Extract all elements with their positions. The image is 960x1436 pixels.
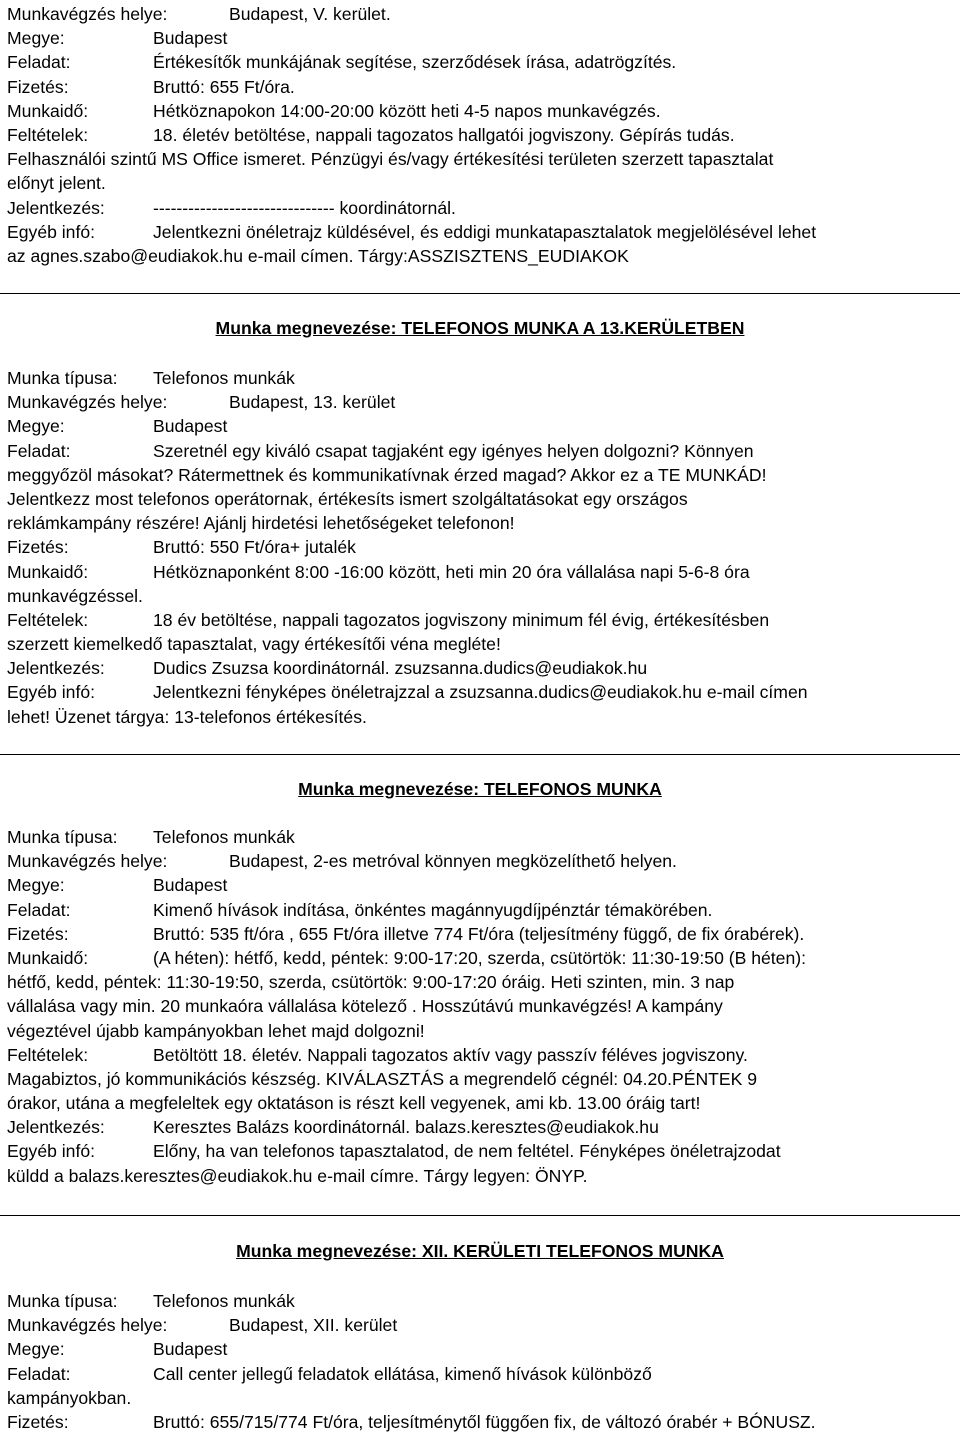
hours-value: (A héten): hétfő, kedd, péntek: 9:00-17:20, szerda, csütörtök: 11:30-19:50 (B héten):	[153, 947, 807, 968]
requirements-label: Feltételek:	[7, 1044, 89, 1065]
county-label: Megye:	[7, 416, 65, 437]
hours-label: Munkaidő:	[7, 947, 89, 968]
apply-value: Keresztes Balázs koordinátornál. balazs.keresztes@eudiakok.hu	[153, 1117, 659, 1138]
job-type-label: Munka típusa:	[7, 368, 118, 388]
requirements-label: Feltételek:	[7, 124, 89, 145]
pay-row	[7, 535, 953, 559]
job-listing-xii	[7, 1289, 953, 1434]
hours-value: Hétköznapokon 14:00-20:00 között heti 4-5 napos munkavégzés.	[153, 100, 661, 121]
top-listing	[7, 2, 953, 268]
requirements-value: 18. életév betöltése, nappali tagozatos hallgatói jogviszony. Gépírás tudás.	[153, 124, 735, 145]
hours-label: Munkaidő:	[7, 561, 89, 582]
workplace-value: Budapest, V. kerület.	[229, 4, 391, 24]
county-label: Megye:	[7, 1339, 65, 1360]
task-cont: meggyőzöl másokat? Rátermettnek és kommunikatívnak érzed magad? Akkor ez a TE MUNKÁD!	[7, 464, 767, 485]
task-cont: reklámkampány részére! Ajánlj hirdetési lehetőségeket telefonon!	[7, 513, 515, 534]
county-row	[7, 1337, 953, 1361]
job-type-value: Telefonos munkák	[153, 368, 295, 388]
job-type-label: Munka típusa:	[7, 827, 118, 847]
other-info-label: Egyéb infó:	[7, 1141, 96, 1162]
workplace-row	[7, 390, 953, 414]
other-info-row	[7, 680, 953, 704]
job-listing-telefonos	[7, 825, 953, 1188]
requirements-row	[7, 123, 953, 147]
county-label: Megye:	[7, 875, 65, 896]
job-type-row	[7, 825, 953, 849]
task-cont: kampányokban.	[7, 1387, 132, 1408]
apply-row	[7, 1115, 953, 1139]
task-row	[7, 439, 953, 463]
requirements-cont: Felhasználói szintű MS Office ismeret. Pénzügyi és/vagy értékesítési területen szerzett tapasztalat	[7, 149, 774, 170]
workplace-label: Munkavégzés helye:	[7, 392, 168, 413]
requirements-value: Betöltött 18. életév. Nappali tagozatos aktív vagy passzív féléves jogviszony.	[153, 1044, 748, 1065]
requirements-cont: Magabiztos, jó kommunikációs készség. KIVÁLASZTÁS a megrendelő cégnél: 04.20.PÉNTEK 9	[7, 1068, 758, 1089]
workplace-label: Munkavégzés helye:	[7, 851, 168, 872]
pay-row	[7, 922, 953, 946]
job-type-row	[7, 1289, 953, 1313]
divider	[0, 1215, 960, 1216]
other-info-label: Egyéb infó:	[7, 682, 96, 703]
workplace-value: Budapest, XII. kerület	[229, 1315, 398, 1336]
hours-cont: hétfő, kedd, péntek: 11:30-19:50, szerda, csütörtök: 9:00-17:20 óráig. Heti szinten, min. 3 nap	[7, 972, 735, 993]
county-row	[7, 414, 953, 438]
apply-label: Jelentkezés:	[7, 658, 105, 679]
job-type-label: Munka típusa:	[7, 1291, 118, 1311]
pay-value: Bruttó: 535 ft/óra , 655 Ft/óra illetve 774 Ft/óra (teljesítmény függő, de fix órabérek).	[153, 923, 805, 944]
pay-value: Bruttó: 655/715/774 Ft/óra, teljesítménytől függően fix, de változó órabér + BÓNUSZ.	[153, 1411, 816, 1432]
pay-label: Fizetés:	[7, 537, 69, 558]
workplace-label: Munkavégzés helye:	[7, 1315, 168, 1336]
divider	[0, 293, 960, 294]
workplace-value: Budapest, 2-es metróval könnyen megközelíthető helyen.	[229, 851, 677, 872]
apply-value: Dudics Zsuzsa koordinátornál. zsuzsanna.dudics@eudiakok.hu	[153, 658, 648, 679]
hours-row	[7, 560, 953, 584]
job-type-value: Telefonos munkák	[153, 827, 295, 847]
requirements-cont: szerzett kiemelkedő tapasztalat, vagy értékesítői véna megléte!	[7, 634, 501, 655]
task-value: Szeretnél egy kiváló csapat tagjaként egy igényes helyen dolgozni? Könnyen	[153, 440, 754, 461]
task-value: Kimenő hívások indítása, önkéntes magánnyugdíjpénztár témakörében.	[153, 899, 713, 920]
pay-row	[7, 75, 953, 99]
task-label: Feladat:	[7, 440, 71, 461]
pay-label: Fizetés:	[7, 1411, 69, 1432]
job-title: Munka megnevezése: XII. KERÜLETI TELEFONOS MUNKA	[236, 1241, 724, 1261]
hours-cont: vállalása vagy min. 20 munkaóra vállalása kötelező . Hosszútávú munkavégzés! A kampány	[7, 996, 723, 1017]
task-label: Feladat:	[7, 1363, 71, 1384]
job-type-row	[7, 366, 953, 390]
job-listing-13	[7, 366, 953, 729]
job-title: Munka megnevezése: TELEFONOS MUNKA	[298, 779, 662, 799]
county-label: Megye:	[7, 28, 65, 49]
apply-row	[7, 656, 953, 680]
workplace-row	[7, 849, 953, 873]
hours-row	[7, 99, 953, 123]
requirements-label: Feltételek:	[7, 609, 89, 630]
other-info-label: Egyéb infó:	[7, 221, 96, 242]
task-row	[7, 1362, 953, 1386]
other-info-value: Jelentkezni fényképes önéletrajzzal a zsuzsanna.dudics@eudiakok.hu e-mail címen	[153, 682, 808, 703]
requirements-row	[7, 1043, 953, 1067]
hours-row	[7, 946, 953, 970]
hours-value: Hétköznaponként 8:00 -16:00 között, heti min 20 óra vállalása napi 5-6-8 óra	[153, 561, 750, 582]
hours-label: Munkaidő:	[7, 100, 89, 121]
task-row	[7, 50, 953, 74]
other-info-cont: küldd a balazs.keresztes@eudiakok.hu e-mail címre. Tárgy legyen: ÖNYP.	[7, 1165, 588, 1186]
county-row	[7, 26, 953, 50]
pay-row	[7, 1410, 953, 1434]
requirements-cont: előnyt jelent.	[7, 173, 106, 194]
divider	[0, 754, 960, 755]
county-value: Budapest	[153, 28, 228, 49]
apply-value: ------------------------------- koordinátornál.	[153, 197, 456, 218]
workplace-row	[7, 1313, 953, 1337]
apply-label: Jelentkezés:	[7, 197, 105, 218]
other-info-value: Előny, ha van telefonos tapasztalatod, de nem feltétel. Fényképes önéletrajzodat	[153, 1141, 781, 1162]
requirements-cont: órakor, utána a megfeleltek egy oktatáson is részt kell vegyenek, ami kb. 13.00 óráig tart!	[7, 1093, 701, 1114]
hours-cont: munkavégzéssel.	[7, 585, 143, 606]
task-value: Call center jellegű feladatok ellátása, kimenő hívások különböző	[153, 1363, 652, 1384]
apply-row	[7, 196, 953, 220]
apply-label: Jelentkezés:	[7, 1117, 105, 1138]
other-info-row	[7, 220, 953, 244]
county-value: Budapest	[153, 875, 228, 896]
county-value: Budapest	[153, 1339, 228, 1360]
workplace-label: Munkavégzés helye:	[7, 4, 168, 24]
other-info-cont: lehet! Üzenet tárgya: 13-telefonos értékesítés.	[7, 706, 367, 727]
pay-value: Bruttó: 655 Ft/óra.	[153, 76, 295, 97]
pay-value: Bruttó: 550 Ft/óra+ jutalék	[153, 537, 356, 558]
other-info-cont: az agnes.szabo@eudiakok.hu e-mail címen. Tárgy:ASSZISZTENS_EUDIAKOK	[7, 245, 629, 266]
job-type-value: Telefonos munkák	[153, 1291, 295, 1311]
requirements-value: 18 év betöltése, nappali tagozatos jogviszony minimum fél évig, értékesítésben	[153, 609, 770, 630]
pay-label: Fizetés:	[7, 76, 69, 97]
workplace-value: Budapest, 13. kerület	[229, 392, 396, 413]
job-title: Munka megnevezése: TELEFONOS MUNKA A 13.KERÜLETBEN	[215, 318, 745, 338]
county-value: Budapest	[153, 416, 228, 437]
task-cont: Jelentkezz most telefonos operátornak, értékesíts ismert szolgáltatásokat egy országos	[7, 488, 688, 509]
workplace-row	[7, 2, 953, 26]
pay-label: Fizetés:	[7, 923, 69, 944]
county-row	[7, 873, 953, 897]
task-row	[7, 898, 953, 922]
task-label: Feladat:	[7, 52, 71, 73]
requirements-row	[7, 608, 953, 632]
other-info-row	[7, 1139, 953, 1163]
task-value: Értékesítők munkájának segítése, szerződések írása, adatrögzítés.	[153, 52, 677, 73]
hours-cont: végeztével újabb kampányokban lehet majd dolgozni!	[7, 1020, 425, 1041]
other-info-value: Jelentkezni önéletrajz küldésével, és eddigi munkatapasztalatok megjelölésével lehet	[153, 221, 817, 242]
task-label: Feladat:	[7, 899, 71, 920]
